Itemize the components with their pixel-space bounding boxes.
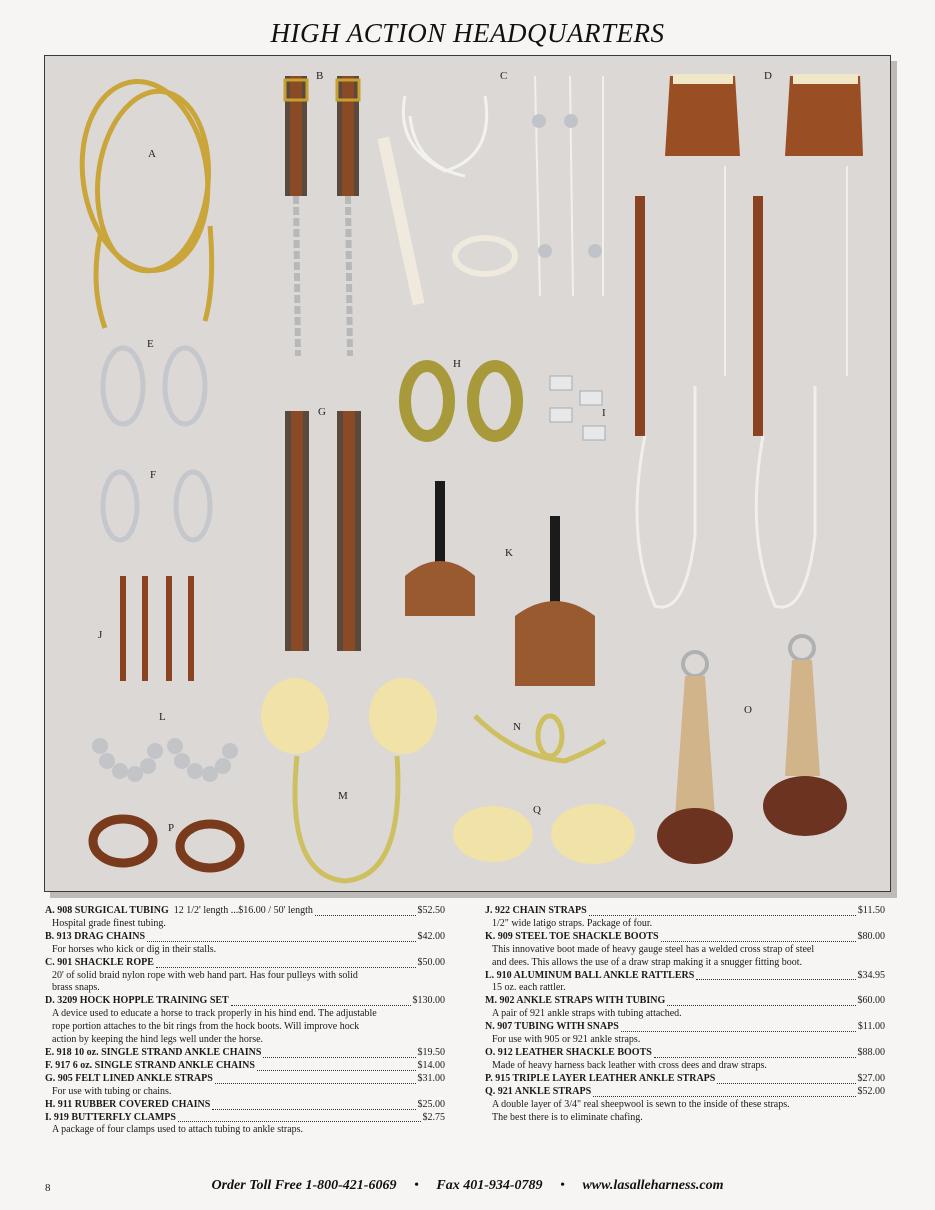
product-name: F. 917 6 oz. SINGLE STRAND ANKLE CHAINS [45,1059,255,1071]
product-entry [45,931,445,957]
dot-leader [315,907,416,916]
product-price: $11.00 [857,1021,885,1033]
product-entry-header [485,995,885,1008]
product-price: $25.00 [417,1098,445,1110]
product-name: E. 918 10 oz. SINGLE STRAND ANKLE CHAINS [45,1046,262,1058]
dot-leader [257,1062,416,1071]
product-price: $31.00 [417,1072,445,1084]
photo-label-o: O [744,704,752,716]
product-entry [45,1060,445,1073]
dot-leader [667,997,855,1006]
photo-label-d: D [764,70,772,82]
product-name: A. 908 SURGICAL TUBING [45,905,169,916]
dot-leader [589,907,856,916]
website-link[interactable]: www.lasalleharness.com [582,1178,724,1193]
ankle-straps-image [453,804,635,864]
product-name: P. 915 TRIPLE LAYER LEATHER ANKLE STRAPS [485,1072,716,1084]
product-entry [485,1086,885,1125]
ball-rattlers-image [92,738,238,782]
product-description: A pair of 921 ankle straps with tubing attached. [492,1008,682,1020]
dot-leader [212,1101,415,1110]
hock-hopple-image [635,74,863,607]
product-name: L. 910 ALUMINUM BALL ANKLE RATTLERS [485,969,695,981]
product-name: O. 912 LEATHER SHACKLE BOOTS [485,1046,652,1058]
product-entry-header [485,970,885,983]
product-description: A double layer of 3/4" real sheepwool is sewn to the inside of these straps. [492,1098,790,1110]
product-entry [45,1112,445,1138]
product-list-right [485,905,885,1124]
product-price: $42.00 [417,930,445,942]
phone-number: Order Toll Free 1-800-421-6069 [211,1178,397,1193]
product-list-left [45,905,445,1137]
product-price: $11.50 [857,905,885,916]
product-description: A device used to educate a horse to track properly in his hind end. The adjustable [52,1008,377,1020]
drag-chains-image [285,76,359,356]
product-photo [44,55,891,892]
dot-leader [696,971,855,980]
fax-number: Fax 401-934-0789 [436,1178,543,1193]
product-description: action by keeping the hind legs well under the horse. [52,1034,264,1046]
butterfly-clamps-image [550,376,605,440]
product-description: 1/2" wide latigo straps. Package of four. [492,917,653,929]
product-entry [485,1021,885,1047]
product-name: C. 901 SHACKLE ROPE [45,956,154,968]
product-name: N. 907 TUBING WITH SNAPS [485,1021,619,1033]
product-entry [485,931,885,970]
product-description: 20' of solid braid nylon rope with web hand part. Has four pulleys with solid [52,969,358,981]
product-name: M. 902 ANKLE STRAPS WITH TUBING [485,995,666,1007]
photo-label-q: Q [533,804,541,816]
product-entry [485,1047,885,1073]
product-entry-header [485,1073,885,1086]
photo-label-h: H [453,358,461,370]
ankle-chains-image [103,348,210,540]
shackle-rope-image [377,76,603,305]
product-description: brass snaps. [52,982,100,994]
photo-label-g: G [318,406,326,418]
photo-label-l: L [159,711,166,723]
photo-label-e: E [147,338,154,350]
dot-leader [263,1049,415,1058]
product-description: For use with 905 or 921 ankle straps. [492,1034,641,1046]
product-price: $2.75 [422,1111,445,1123]
rubber-covered-chains-image [405,366,517,436]
product-price: $50.00 [417,956,445,968]
product-name: J. 922 CHAIN STRAPS [485,905,587,916]
product-description: For horses who kick or dig in their stalls. [52,943,217,955]
product-entry-header [45,1073,445,1086]
photo-label-n: N [513,721,521,733]
product-entry-header [485,1021,885,1034]
photo-label-k: K [505,547,513,559]
dot-leader [621,1023,856,1032]
photo-label-f: F [150,469,157,481]
photo-label-j: J [98,629,103,641]
product-entry-header [45,1060,445,1073]
photo-label-i: I [602,407,606,419]
ankle-straps-tubing-image [261,678,437,881]
surgical-tubing-image [70,73,219,328]
photo-label-a: A [148,148,156,160]
product-price: $52.50 [417,905,445,916]
product-description: The best there is to eliminate chafing. [492,1111,643,1123]
product-entry [485,995,885,1021]
dot-leader [178,1113,421,1122]
product-price: $27.00 [857,1072,885,1084]
dot-leader [593,1088,855,1097]
product-entry [485,1073,885,1086]
product-name: H. 911 RUBBER COVERED CHAINS [45,1098,211,1110]
dot-leader [717,1075,855,1084]
product-price: $34.95 [857,969,885,981]
triple-leather-straps-image [93,819,240,868]
product-entry [45,957,445,996]
steel-toe-boots-image [405,481,595,686]
product-price: $88.00 [857,1046,885,1058]
dot-leader [215,1075,416,1084]
product-price: $80.00 [857,930,885,942]
product-name: G. 905 FELT LINED ANKLE STRAPS [45,1072,213,1084]
product-name: Q. 921 ANKLE STRAPS [485,1085,592,1097]
product-entry-header [485,931,885,944]
photo-label-b: B [316,70,324,82]
product-price: $14.00 [417,1059,445,1071]
product-entry [45,905,445,931]
product-price: $130.00 [412,995,445,1007]
product-description: This innovative boot made of heavy gauge steel has a welded cross strap of steel [492,943,815,955]
leather-shackle-boots-image [657,636,847,864]
product-entry [485,970,885,996]
product-illustration [45,56,891,892]
photo-label-c: C [500,70,508,82]
dot-leader [661,933,856,942]
footer-separator: • [413,1178,419,1193]
dot-leader [654,1049,856,1058]
product-price: $19.50 [417,1046,445,1058]
chain-straps-image [120,576,194,681]
product-entry-header [45,1047,445,1060]
product-entry-header [485,1047,885,1060]
product-price: $60.00 [857,995,885,1007]
page-number: 8 [45,1182,51,1194]
product-entry [485,905,885,931]
dot-leader [147,933,415,942]
product-name: I. 919 BUTTERFLY CLAMPS [45,1111,176,1123]
page-title: HIGH ACTION HEADQUARTERS [270,18,665,48]
product-entry [45,1073,445,1099]
dot-leader [231,997,411,1006]
product-entry [45,995,445,1047]
product-description: and dees. This allows the use of a draw strap making it a snugger fitting boot. [492,956,803,968]
product-entry-header [45,1112,445,1125]
felt-lined-straps-image [285,411,361,651]
dot-leader [156,959,416,968]
product-description: 15 oz. each rattler. [492,982,566,994]
product-description: For use with tubing or chains. [52,1085,172,1097]
product-description: rope portion attaches to the bit rings from the hock boots. Will improve hock [52,1021,360,1033]
footer-separator: • [560,1178,565,1193]
photo-label-m: M [338,790,348,802]
product-price: $52.00 [857,1085,885,1097]
product-entry-header [485,905,885,918]
product-length-note: 12 1/2' length ...$16.00 / 50' length [173,905,313,916]
product-entry-header [45,931,445,944]
product-description: Made of heavy harness back leather with cross dees and draw straps. [492,1059,767,1071]
product-entry-header [45,905,445,918]
product-entry-header [485,1086,885,1099]
product-name: D. 3209 HOCK HOPPLE TRAINING SET [45,995,229,1007]
product-entry-header [45,995,445,1008]
product-name: B. 913 DRAG CHAINS [45,930,146,942]
tubing-snaps-image [475,716,605,761]
product-entry-header [45,1099,445,1112]
product-entry [45,1099,445,1112]
product-description: Hospital grade finest tubing. [52,917,166,929]
product-name: K. 909 STEEL TOE SHACKLE BOOTS [485,930,659,942]
product-entry [45,1047,445,1060]
product-description: A package of four clamps used to attach tubing to ankle straps. [52,1124,304,1136]
product-entry-header [45,957,445,970]
photo-label-p: P [168,822,175,834]
order-footer [0,1178,935,1194]
